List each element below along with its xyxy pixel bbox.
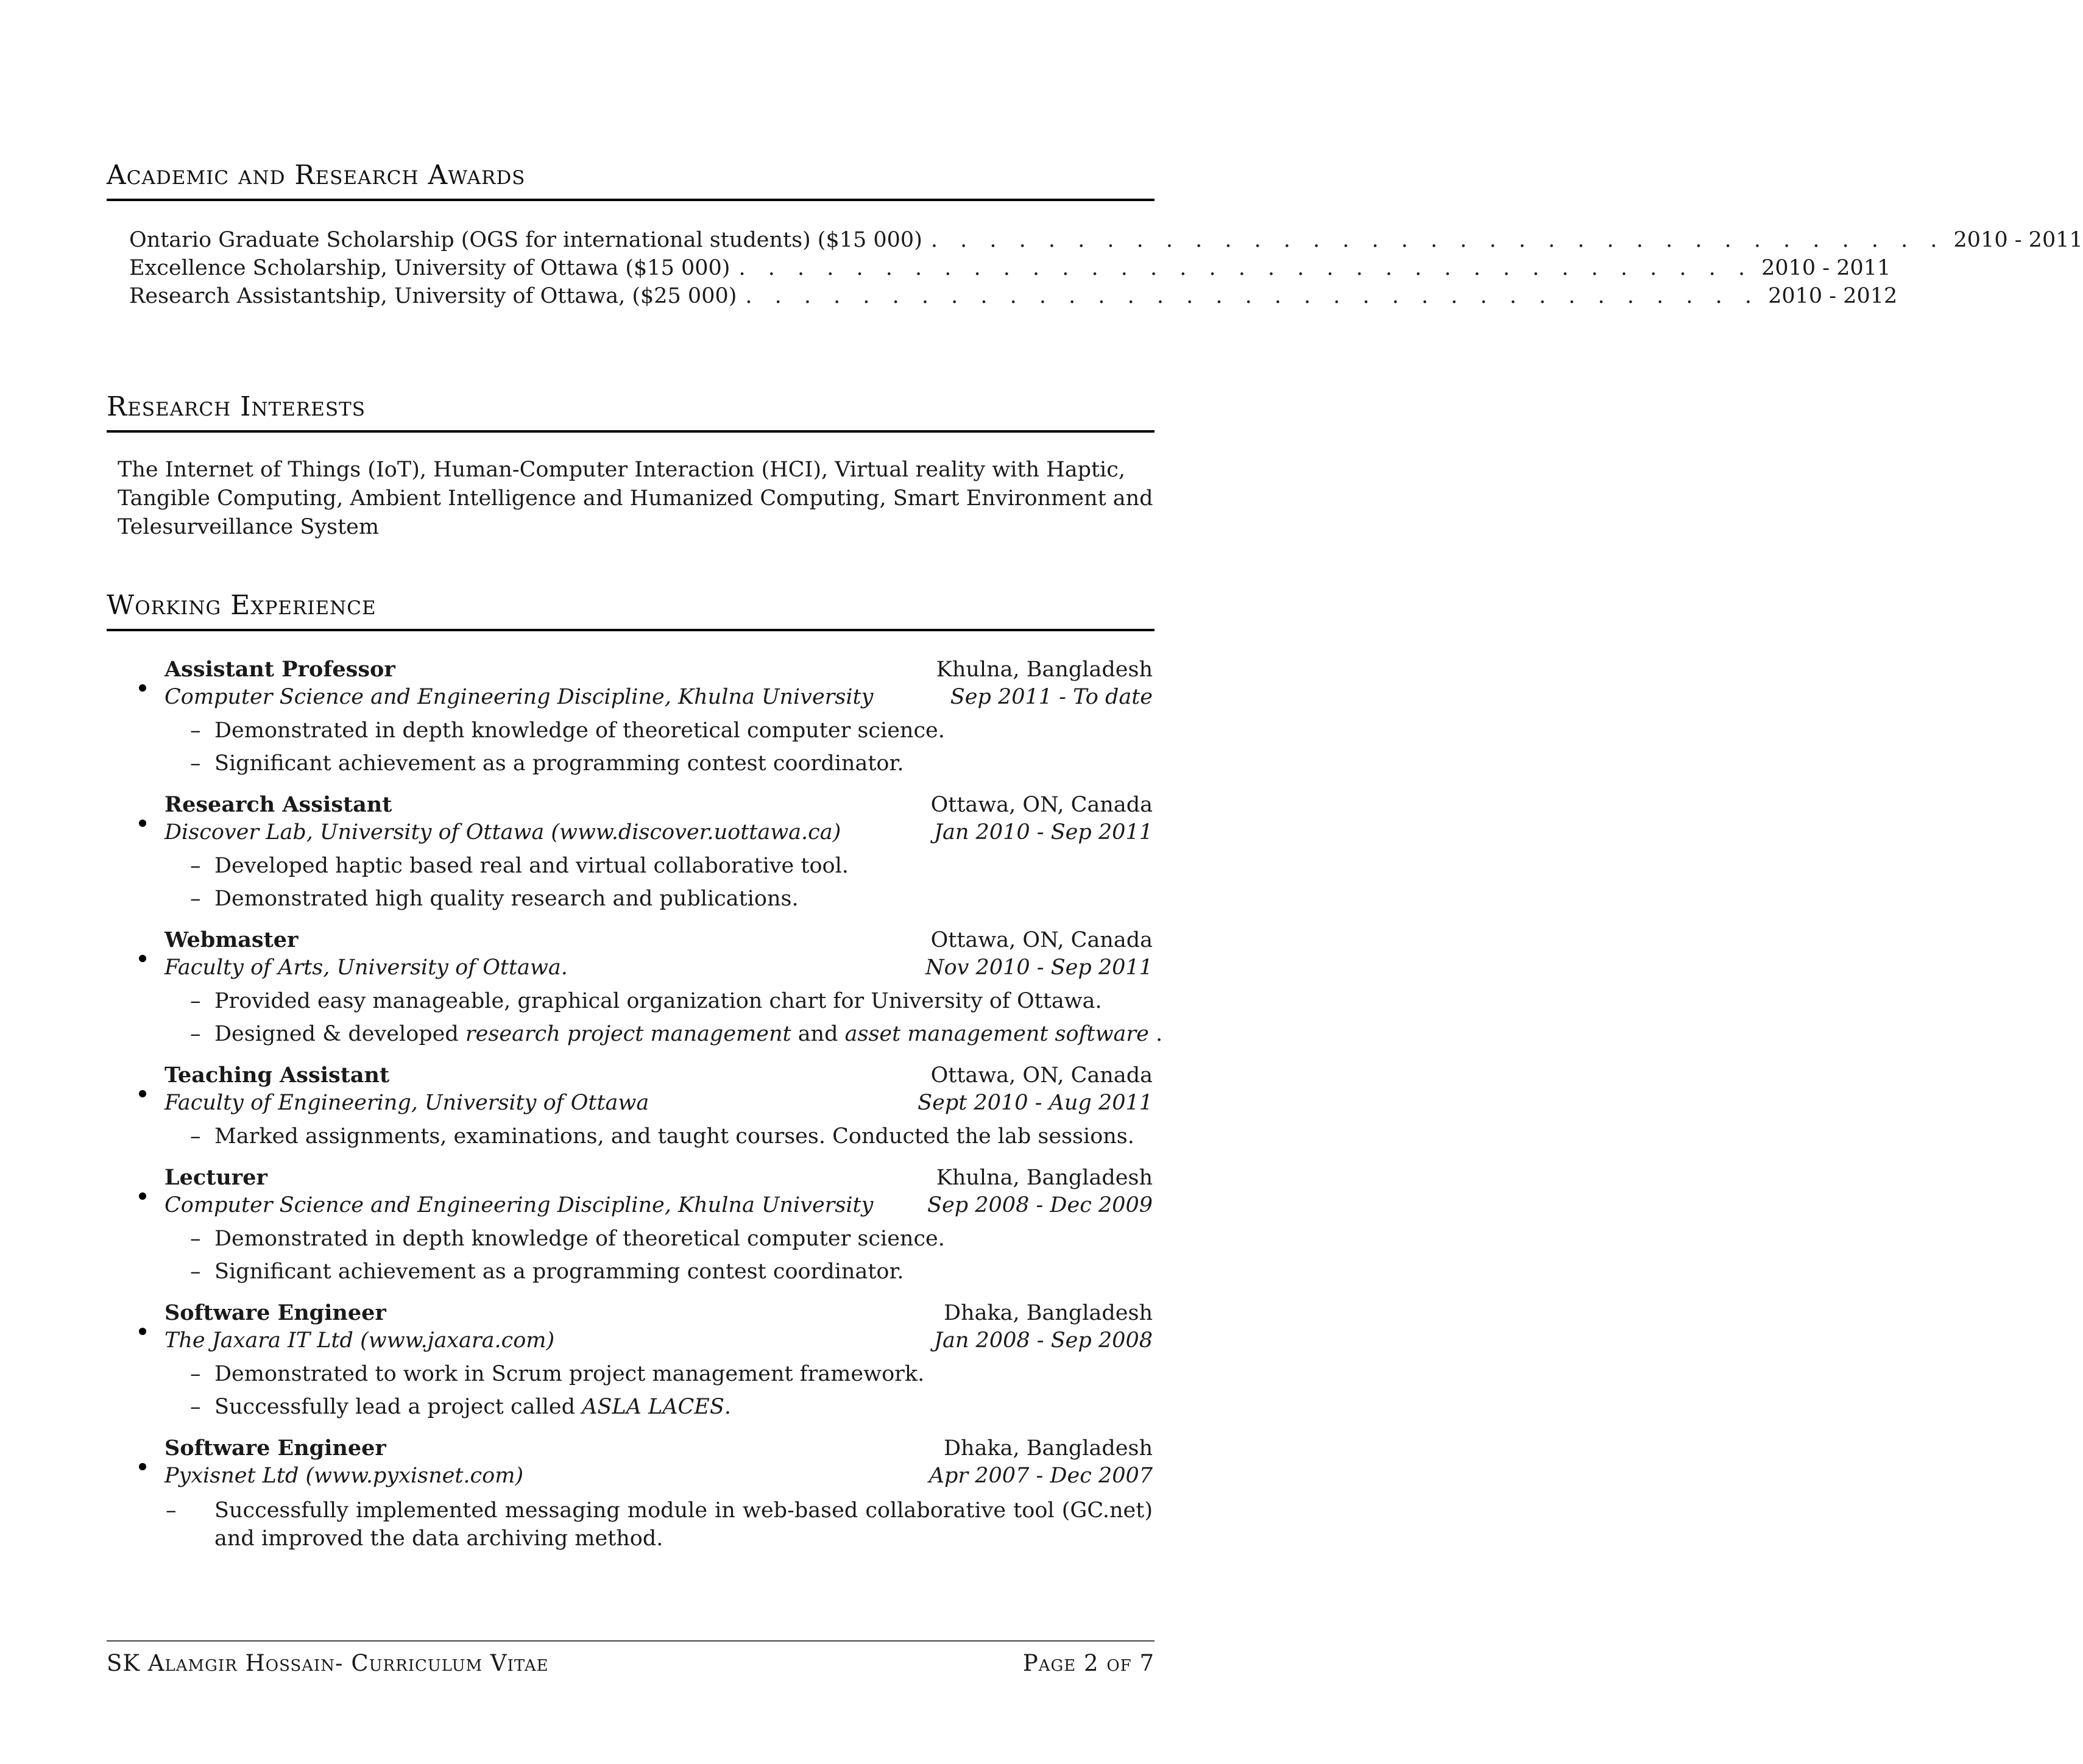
job-detail: – Successfully lead a project called ASLA LACES.: [190, 1395, 731, 1419]
job-title: Assistant Professor: [164, 657, 395, 682]
experience-section-title: Working Experience: [107, 590, 377, 621]
bullet-icon: [139, 1328, 146, 1335]
footer-page-number: Page 2 of 7: [1022, 1650, 1155, 1676]
job-title-row: [164, 657, 1153, 685]
job-organization: Discover Lab, University of Ottawa (www.discover.uottawa.ca): [164, 820, 841, 845]
award-year: 2010 - 2011: [1953, 228, 2083, 252]
job-title: Software Engineer: [164, 1300, 386, 1325]
job-org-row: [164, 820, 1153, 848]
award-item: [129, 228, 2083, 255]
job-location: Dhaka, Bangladesh: [943, 1436, 1153, 1461]
job-dates: Sept 2010 - Aug 2011: [918, 1091, 1153, 1115]
job-detail: – Demonstrated in depth knowledge of theoretical computer science.: [190, 718, 945, 743]
footer-rule: [107, 1640, 1155, 1642]
job-detail: – Demonstrated in depth knowledge of theoretical computer science.: [190, 1227, 945, 1251]
job-org-row: [164, 685, 1153, 713]
bullet-icon: [139, 684, 146, 692]
job-dates: Jan 2008 - Sep 2008: [933, 1328, 1153, 1353]
job-dates: Sep 2011 - To date: [950, 685, 1153, 709]
award-leader-dots: . . . . . . . . . . . . . . . . . . . . . . . . . . . . . . . . . . .: [738, 256, 1753, 280]
bullet-icon: [139, 1192, 146, 1200]
interests-section-title: Research Interests: [107, 391, 366, 422]
job-org-row: [164, 1091, 1153, 1119]
job-organization: Faculty of Arts, University of Ottawa.: [164, 955, 568, 980]
experience-title-rule: [107, 629, 1155, 631]
job-organization: Computer Science and Engineering Discipline, Khulna University: [164, 1193, 874, 1217]
job-title-row: [164, 792, 1153, 820]
job-detail: – Demonstrated to work in Scrum project management framework.: [190, 1362, 925, 1386]
bullet-icon: [139, 1090, 146, 1097]
awards-section-title: Academic and Research Awards: [107, 160, 526, 191]
research-interests-text: The Internet of Things (IoT), Human-Computer Interaction (HCI), Virtual reality with Haptic, Tangible Computing, Ambient Intelligence and Humanized Computing, Smart Environment and Telesurveillance System: [118, 458, 1153, 539]
job-location: Ottawa, ON, Canada: [930, 793, 1153, 817]
awards-title-rule: [107, 199, 1155, 201]
job-organization: Computer Science and Engineering Discipline, Khulna University: [164, 685, 874, 709]
job-location: Ottawa, ON, Canada: [930, 928, 1153, 952]
award-leader-dots: . . . . . . . . . . . . . . . . . . . . . . . . . . . . . . . . . . .: [745, 284, 1760, 308]
job-organization: Faculty of Engineering, University of Ottawa: [164, 1091, 649, 1115]
job-detail: – Significant achievement as a programming contest coordinator.: [190, 1259, 904, 1284]
job-title-row: [164, 1436, 1153, 1464]
interests-title-rule: [107, 430, 1155, 433]
job-title: Webmaster: [164, 927, 299, 952]
job-org-row: [164, 1193, 1153, 1221]
job-title: Research Assistant: [164, 792, 392, 817]
job-title: Software Engineer: [164, 1436, 386, 1461]
job-dates: Apr 2007 - Dec 2007: [928, 1464, 1153, 1488]
award-year: 2010 - 2012: [1768, 284, 1898, 308]
award-year: 2010 - 2011: [1761, 256, 1891, 280]
job-org-row: [164, 1464, 1153, 1492]
job-title: Teaching Assistant: [164, 1063, 390, 1088]
job-title-row: [164, 1165, 1153, 1193]
page-footer: [107, 1650, 1155, 1676]
bullet-icon: [139, 1463, 146, 1470]
job-org-row: [164, 955, 1153, 983]
job-location: Ottawa, ON, Canada: [930, 1063, 1153, 1088]
award-item: [129, 284, 1898, 311]
job-detail: – Designed & developed research project management and asset management software .: [190, 1022, 1163, 1046]
job-detail: – Significant achievement as a programming contest coordinator.: [190, 751, 904, 776]
job-title-row: [164, 927, 1153, 955]
job-location: Khulna, Bangladesh: [936, 1166, 1153, 1190]
award-leader-dots: . . . . . . . . . . . . . . . . . . . . . . . . . . . . . . . . . . .: [930, 228, 1945, 252]
job-location: Dhaka, Bangladesh: [943, 1301, 1153, 1325]
footer-document-title: SK Alamgir Hossain- Curriculum Vitae: [107, 1650, 549, 1676]
bullet-icon: [139, 955, 146, 962]
job-dates: Sep 2008 - Dec 2009: [927, 1193, 1153, 1217]
job-dates: Nov 2010 - Sep 2011: [925, 955, 1153, 980]
job-detail: – Successfully implemented messaging module in web-based collaborative tool (GC.net) and improved the data archiving method.: [166, 1498, 1153, 1551]
job-detail: – Developed haptic based real and virtual collaborative tool.: [190, 854, 849, 878]
award-item: [129, 256, 1891, 283]
job-detail: – Marked assignments, examinations, and taught courses. Conducted the lab sessions.: [190, 1124, 1134, 1149]
job-org-row: [164, 1328, 1153, 1356]
job-detail: – Provided easy manageable, graphical organization chart for University of Ottawa.: [190, 989, 1102, 1013]
bullet-icon: [139, 820, 146, 827]
job-title: Lecturer: [164, 1165, 267, 1190]
job-organization: Pyxisnet Ltd (www.pyxisnet.com): [164, 1464, 524, 1488]
award-name: Excellence Scholarship, University of Ottawa ($15 000): [129, 256, 730, 280]
award-name: Research Assistantship, University of Ottawa, ($25 000): [129, 284, 737, 308]
job-dates: Jan 2010 - Sep 2011: [933, 820, 1153, 845]
job-location: Khulna, Bangladesh: [936, 657, 1153, 682]
award-name: Ontario Graduate Scholarship (OGS for international students) ($15 000): [129, 228, 922, 252]
job-title-row: [164, 1063, 1153, 1091]
job-organization: The Jaxara IT Ltd (www.jaxara.com): [164, 1328, 555, 1353]
job-title-row: [164, 1300, 1153, 1328]
job-detail: – Demonstrated high quality research and publications.: [190, 887, 799, 911]
